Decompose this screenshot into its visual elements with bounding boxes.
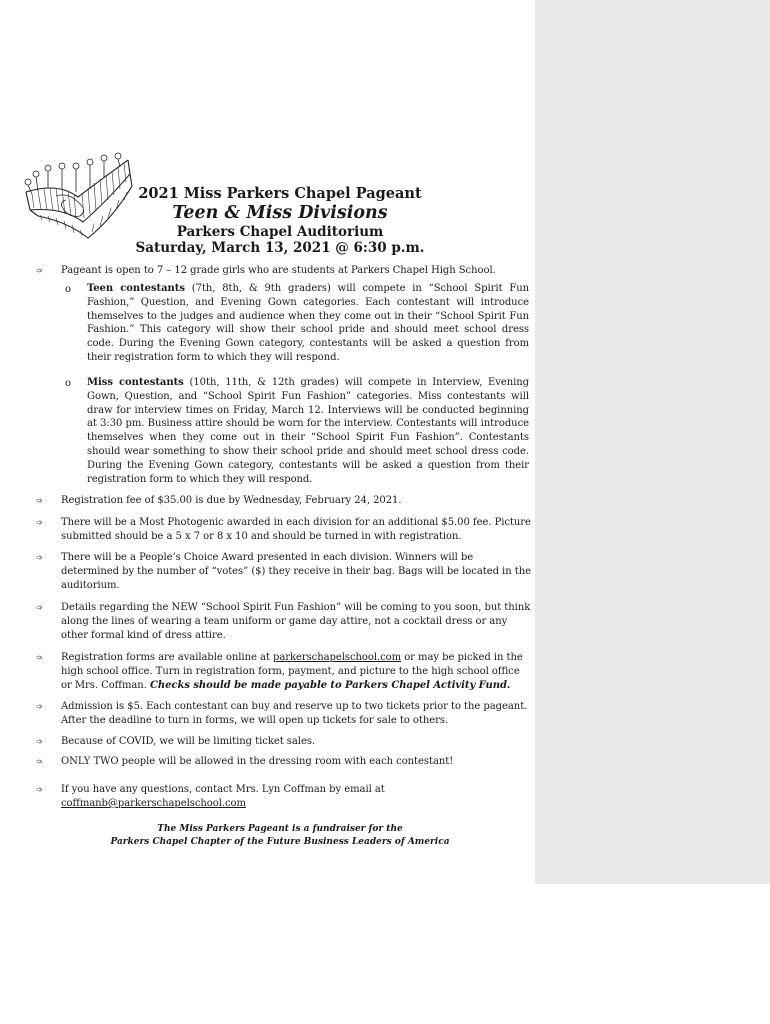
forms-text-intro: Registration forms are available online at (61, 652, 273, 663)
arrow-bullet-icon: ➩ (36, 702, 43, 711)
venue-heading: Parkers Chapel Auditorium (176, 224, 384, 240)
admission-text: Admission is $5. Each contestant can buy and reserve up to two tickets prior to the pageant. After the deadline to turn in forms, we will open up tickets for sale to others. (61, 701, 528, 726)
eligibility-text: Pageant is open to 7 – 12 grade girls who are students at Parkers Chapel High School. (61, 265, 496, 276)
comment-pane (535, 0, 770, 884)
footer-line-2: Parkers Chapel Chapter of the Future Business Leaders of America (110, 837, 450, 847)
arrow-bullet-icon: ➩ (36, 553, 43, 562)
website-link[interactable]: parkerschapelschool.com (272, 652, 402, 663)
arrow-bullet-icon: ➩ (36, 757, 43, 766)
questions-text: If you have any questions, contact Mrs. Lyn Coffman by email at (61, 784, 385, 795)
covid-text: Because of COVID, we will be limiting ticket sales. (61, 736, 316, 747)
fun-fashion-text: Details regarding the NEW “School Spirit Fun Fashion” will be coming to you soon, but think along the lines of wearing a team uniform or game day attire, not a cocktail dress or any other formal kind of dress attire. (61, 602, 531, 641)
footer-line-1: The Miss Parkers Pageant is a fundraiser for the (157, 824, 403, 834)
crown-icon (18, 152, 136, 244)
miss-contestants-text (87, 376, 529, 486)
arrow-bullet-icon: ➩ (36, 518, 43, 527)
arrow-bullet-icon: ➩ (36, 737, 43, 746)
registration-forms-text (61, 651, 531, 692)
arrow-bullet-icon: ➩ (36, 266, 43, 275)
sub-bullet-marker: o (65, 284, 72, 295)
email-link[interactable]: coffmanb@parkerschapelschool.com (61, 798, 246, 809)
miss-contestants-label: Miss contestants (87, 377, 184, 388)
photogenic-text: There will be a Most Photogenic awarded in each division for an additional $5.00 fee. Picture submitted should be a 5 x 7 or 8 x 10 and should be turned in with registration. (61, 517, 531, 542)
forms-text-instructions: or may be picked in the high school office. Turn in registration form, payment, and picture to the high school office or Mrs. Coffman. (61, 652, 523, 691)
checks-payable-note: Checks should be made payable to Parkers Chapel Activity Fund. (149, 679, 511, 691)
teen-contestants-text (87, 282, 529, 365)
arrow-bullet-icon: ➩ (36, 785, 43, 794)
teen-contestants-details: (7th, 8th, & 9th graders) will compete in “School Spirit Fun Fashion,” Question, and Evening Gown categories. Each contestant will introduce themselves to the judges and audience when they come out in their “School Spirit Fun Fashion.” This category will show their school pride and should meet school dress code. During the Evening Gown category, contestants will be asked a question from their registration form to which they will respond. (87, 283, 529, 363)
arrow-bullet-icon: ➩ (36, 653, 43, 662)
date-time-heading: Saturday, March 13, 2021 @ 6:30 p.m. (135, 240, 425, 256)
miss-contestants-details: (10th, 11th, & 12th grades) will compete in Interview, Evening Gown, Question, and “School Spirit Fun Fashion” categories. Miss contestants will draw for interview times on Friday, March 12. Interviews will be conducted beginning at 3:30 pm. Business attire should be worn for the interview. Contestants will introduce themselves when they come out in their “School Spirit Fun Fashion”. Contestants should wear something to show their school pride and should meet school dress code. During the Evening Gown category, contestants will be asked a question from their registration form to which they will respond. (87, 377, 529, 485)
sub-bullet-marker: o (65, 378, 72, 389)
registration-fee-text: Registration fee of $35.00 is due by Wednesday, February 24, 2021. (61, 495, 402, 506)
divisions-heading: Teen & Miss Divisions (172, 203, 388, 223)
teen-contestants-label: Teen contestants (87, 283, 185, 294)
dressing-room-text: ONLY TWO people will be allowed in the dressing room with each contestant! (61, 756, 454, 767)
arrow-bullet-icon: ➩ (36, 603, 43, 612)
peoples-choice-text: There will be a People’s Choice Award presented in each division. Winners will be determined by the number of “votes” ($) they receive in their bag. Bags will be located in the auditorium. (61, 552, 531, 591)
pageant-title: 2021 Miss Parkers Chapel Pageant (138, 185, 422, 202)
arrow-bullet-icon: ➩ (36, 496, 43, 505)
